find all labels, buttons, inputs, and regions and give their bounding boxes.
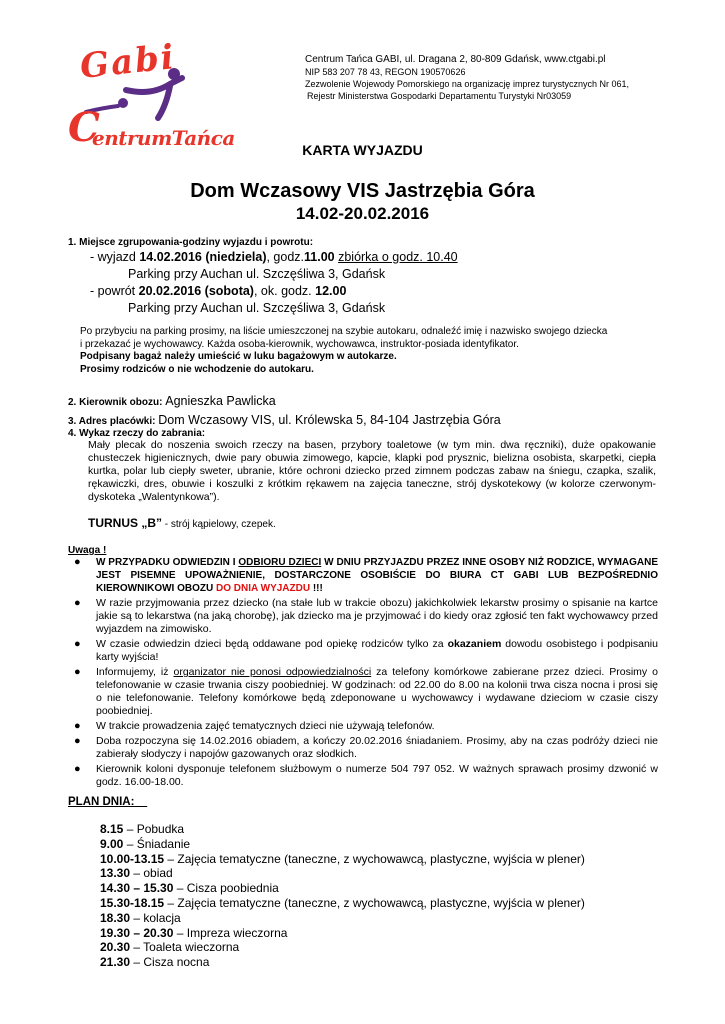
dep-mid: , godz. (266, 250, 305, 264)
turnus-label: TURNUS „B” (88, 516, 162, 530)
departure-line (90, 249, 458, 266)
plan-desc: – Impreza wieczorna (173, 925, 288, 940)
plan-row (100, 852, 700, 867)
logo-bottom-text: entrumTańca (92, 126, 235, 150)
ret-prefix: - powrót (90, 284, 139, 298)
plan-desc: – Zajęcia tematyczne (taneczne, z wychowawcą, plastyczne, wyjścia w plener) (164, 851, 585, 866)
uwaga-3b: okazaniem (447, 638, 502, 650)
uwaga-item-3 (66, 638, 658, 664)
plan-row (100, 911, 700, 926)
uwaga-5: W trakcie prowadzenia zajęć tematycznych dzieci nie używają telefonów. (96, 720, 435, 732)
uwaga-item-6 (66, 735, 658, 761)
dep-prefix: - wyjazd (90, 250, 140, 264)
departure-place: Parking przy Auchan ul. Szczęśliwa 3, Gdańsk (128, 267, 386, 281)
dep-date: 14.02.2016 (niedziela) (139, 250, 267, 264)
uwaga-4a: Informujemy, iż (96, 666, 174, 678)
return-place: Parking przy Auchan ul. Szczęśliwa 3, Gdańsk (128, 301, 386, 315)
plan-time: 14.30 – 15.30 (100, 881, 174, 896)
plan-row (100, 881, 700, 896)
uwaga-item-7 (66, 763, 658, 789)
uwaga-3c: dowodu osobistego i podpisaniu karty wyjścia! (96, 638, 658, 663)
turnus-text: - strój kąpielowy, czepek. (162, 519, 276, 530)
bullet-icon: ● (74, 597, 81, 609)
ret-time: 12.00 (315, 284, 347, 298)
company-header (305, 54, 715, 102)
doc-title: KARTA WYJAZDU (302, 142, 423, 158)
uwaga-item-4 (66, 666, 658, 718)
bullet-icon: ● (74, 638, 81, 650)
plan-row (100, 866, 700, 881)
uwaga-4b: za telefony komórkowe zabierane przez dzieci. Prosimy o telefonowanie w czasie trwania ciszy poobiedniej. W godzinach: od 22.00 do 8.00 na kolonii trwa cisza nocna i prosi się o nie telefonowanie. Telefony komórkowe będą zdeponowane u wychowawcy i wydawane dzieciom w czasie ciszy poobiedniej. (96, 666, 658, 717)
uwaga-6: Doba rozpoczyna się 14.02.2016 obiadem, a kończy 20.02.2016 śniadaniem. Prosimy, aby na czas podróży dzieci nie zabierały słodyczy i napojów gazowanych oraz słodkich. (96, 735, 658, 760)
section1-heading: 1. Miejsce zgrupowania-godziny wyjazdu i powrotu: (68, 237, 314, 248)
uwaga-heading: Uwaga ! (68, 545, 107, 556)
uwaga-1red: DO DNIA WYJAZDU (216, 583, 311, 594)
uwaga-3a: W czasie odwiedzin dzieci będą oddawane pod opiekę rodziców tylko za (96, 638, 448, 650)
ret-mid: , ok. godz. (253, 284, 316, 298)
logo-top-text: Gabi (78, 37, 178, 87)
plan-time: 15.30-18.15 (100, 895, 165, 910)
uwaga-list (66, 556, 658, 791)
uwaga-1u: ODBIORU DZIECI (238, 557, 322, 568)
header-line-1: Centrum Tańca GABI, ul. Dragana 2, 80-809 Gdańsk, www.ctgabi.pl (305, 54, 606, 65)
section2-label: 2. Kierownik obozu: (68, 397, 166, 408)
plan-time: 19.30 – 20.30 (100, 925, 174, 940)
header-line-4: Rejestr Ministerstwa Gospodarki Departamentu Turystyki Nr03059 (307, 91, 572, 101)
uwaga-item-1 (66, 556, 658, 595)
section4-heading: 4. Wykaz rzeczy do zabrania: (68, 428, 206, 439)
plan-desc: – Zajęcia tematyczne (taneczne, z wychowawcą, plastyczne, wyjścia w plener) (164, 895, 585, 910)
plan-desc: – obiad (130, 866, 173, 881)
uwaga-1a: W PRZYPADKU ODWIEDZIN I (96, 557, 239, 568)
plan-desc: – Toaleta wieczorna (130, 940, 240, 955)
plan-time: 8.15 (100, 822, 124, 836)
plan-desc: – Cisza poobiednia (173, 881, 279, 896)
header-line-2: NIP 583 207 78 43, REGON 190570626 (305, 67, 466, 77)
uwaga-1b: W DNIU PRZYJAZDU PRZEZ INNE OSOBY NIŻ RODZICE, WYMAGANE JEST PISEMNE UPOWAŻNIENIE, DOSTARCZONE OSOBIŚCIE DO BIURA CT GABI LUB BEZPOŚREDNIO KIEROWNIKOWI OBOZU (96, 557, 659, 594)
plan-time: 18.30 (100, 910, 131, 925)
plan-row (100, 955, 700, 970)
bullet-icon: ● (74, 666, 81, 678)
plan-time: 21.30 (100, 955, 131, 970)
bullet-icon: ● (74, 763, 81, 775)
header-line-3: Zezwolenie Wojewody Pomorskiego na organizację imprez turystycznych Nr 061, (305, 79, 629, 89)
plan-list (100, 822, 700, 970)
bullet-icon: ● (74, 735, 81, 747)
plan-desc: – kolacja (130, 910, 181, 925)
dates-title: 14.02-20.02.2016 (295, 204, 430, 223)
note-bold-1: Podpisany bagaż należy umieścić w luku bagażowym w autokarze. (80, 351, 397, 362)
section4-text: Mały plecak do noszenia swoich rzeczy na basen, przybory toaletowe (w tym min. dwa ręczniki), duże opakowanie chusteczek higienicznych, dwie pary obuwia zimowego, kapcie, klapki pod prysznic, bielizna osobista, skarpetki, ciepła kurtka, polar lub ciepły sweter, ubranie, które ochroni dziecko przed zimnem podczas zabaw na śniegu, czapka, szalik, rękawiczki, dres, obuwie i koszulki z krótkim rękawem na zajęcia taneczne, strój dyskotekowy (w kolorze czerwonym-dyskoteka „Walentynkowa”). (88, 439, 656, 503)
note-bold-2: Prosimy rodziców o nie wchodzenie do autokaru. (80, 363, 314, 375)
plan-heading-text: PLAN DNIA: (68, 796, 135, 808)
note-line-1: Po przybyciu na parking prosimy, na liście umieszczonej na szybie autokaru, odnaleźć imię i nazwisko swojego dziecka (80, 326, 608, 337)
plan-heading (68, 796, 147, 808)
dep-gather: zbiórka o godz. 10.40 (338, 250, 458, 264)
ret-date: 20.02.2016 (sobota) (138, 284, 254, 298)
section3-label: 3. Adres placówki: (68, 416, 159, 427)
section3-value: Dom Wczasowy VIS, ul. Królewska 5, 84-104 Jastrzębia Góra (158, 413, 501, 427)
bullet-icon: ● (74, 556, 81, 568)
logo-mark: C (68, 104, 100, 151)
place-title: Dom Wczasowy VIS Jastrzębia Góra (190, 180, 535, 202)
plan-desc: – Cisza nocna (130, 955, 210, 970)
section2 (68, 392, 276, 410)
plan-row (100, 822, 700, 837)
plan-row (100, 940, 700, 955)
uwaga-4u: organizator nie ponosi odpowiedzialności (173, 666, 372, 678)
return-line (90, 283, 346, 300)
plan-time: 9.00 (100, 836, 124, 851)
section2-value: Agnieszka Pawlicka (165, 394, 276, 408)
plan-time: 20.30 (100, 940, 131, 955)
bullet-icon: ● (74, 720, 81, 732)
uwaga-2: W razie przyjmowania przez dziecko (na stałe lub w trakcie obozu) jakichkolwiek lekarstw prosimy o spisanie na kartce jakie są to lekarstwa (na jaką chorobę), jak dziecko ma je przyjmować i do kiedy oraz zgłosić ten fakt wychowawcy przed wyjazdem na zimowisko. (96, 597, 658, 635)
dep-time: 11.00 (304, 250, 335, 264)
plan-row (100, 926, 700, 941)
plan-desc: – Pobudka (123, 822, 185, 836)
uwaga-item-5 (66, 720, 658, 733)
turnus-line (88, 514, 276, 532)
uwaga-item-2 (66, 597, 658, 636)
section1-note (80, 326, 680, 376)
plan-time: 10.00-13.15 (100, 851, 165, 866)
note-line-2: i przekazać je wychowawcy. Każda osoba-kierownik, wychowawca, instruktor-posiada identyfikator. (80, 338, 519, 350)
plan-row (100, 896, 700, 911)
plan-row (100, 837, 700, 852)
plan-desc: – Śniadanie (123, 836, 191, 851)
uwaga-1end: !!! (310, 583, 323, 594)
uwaga-7: Kierownik koloni dysponuje telefonem służbowym o numerze 504 797 052. W ważnych sprawach prosimy dzwonić w godz. 16.00-18.00. (96, 763, 658, 788)
plan-time: 13.30 (100, 866, 131, 881)
